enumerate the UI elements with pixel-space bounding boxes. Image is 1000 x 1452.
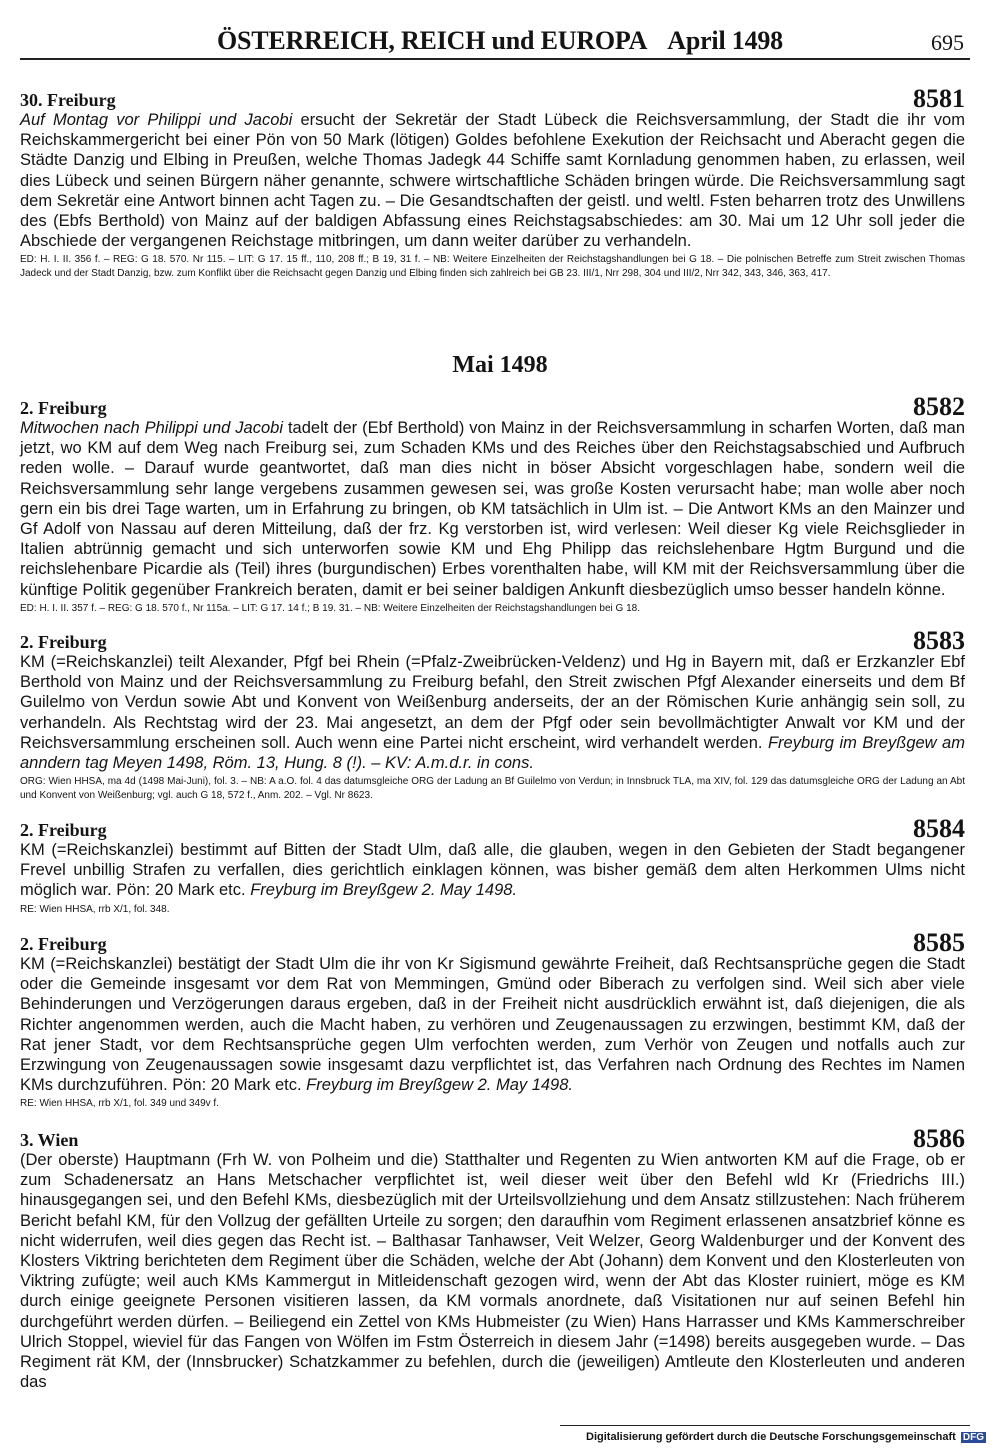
- running-header: [0, 26, 1000, 60]
- entry-place: 30. Freiburg: [20, 90, 116, 110]
- month-heading: Mai 1498: [452, 352, 548, 378]
- entry-text: tadelt der (Ebf Berthold) von Mainz in der Reichsversammlung in scharfen Worten, daß man jetzt, wo KM auf dem Weg nach Freiburg sei, zum Schaden KMs und des Reiches über den Reichstagsabschied und Aufbruch reden wolle. – Darauf wurde geantwortet, daß man dies nicht in böser Absicht vorgeschlagen habe, sondern weil die Reichsversammlung sehr lange vergebens zusammen gewesen sei, was große Kosten verursacht habe; man wolle aber noch gern ein bis drei Tage warten, um in Erfahrung zu bringen, ob KM tatsächlich in Ulm ist. – Die Antwort KMs an den Mainzer und Gf Adolf von Nassau auf deren Mitteilung, daß der frz. Kg verstorben ist, wird verlesen: Weil dieser Kg viele Reichsglieder in Italien abtrünnig gemacht und sich unterworfen sowie KM und Ehg Philipp das reichslehenbare Hgtm Burgund und die reichslehenbare Picardie als (Teil) ihres (burgundischen) Erbes vorenthalten habe, will KM mit der Reichsversammlung über die künftige Politik gegenüber Frankreich beraten, damit er bei seiner baldigen Ankunft diesbezüglich umso besser handeln könne.: [20, 419, 966, 599]
- entry-place: 2. Freiburg: [20, 820, 107, 840]
- entry-text: KM (=Reichskanzlei) bestimmt auf Bitten der Stadt Ulm, daß alle, die glauben, wegen in den Gebieten der Stadt begangener Frevel unbillig Strafen zu verfallen, dies gerichtlich einklagen können, was bisher gemäß dem alten Herkommen Ulms nicht möglich war. Pön: 20 Mark etc.: [20, 841, 965, 900]
- entry-dating: Freyburg im Breyßgew 2. May 1498.: [250, 881, 518, 900]
- entry-body: [20, 954, 965, 1095]
- entry-body: [20, 652, 965, 773]
- entry-place: 3. Wien: [20, 1130, 79, 1150]
- regest-entry-8581: [20, 86, 965, 280]
- entry-dating: Freyburg im Breyßgew am anndern tag Meyen 1498, Röm. 13, Hung. 8 (!). – KV: A.m.d.r. in cons.: [20, 733, 965, 773]
- entry-number: 8584: [913, 814, 965, 843]
- header-title-line: [0, 26, 1000, 56]
- entry-place: 2. Freiburg: [20, 632, 107, 652]
- header-rule: [20, 58, 970, 60]
- entry-head: [20, 392, 965, 421]
- entry-edition-note: RE: Wien HHSA, rrb X/1, fol. 348.: [20, 903, 170, 915]
- entry-number: 8582: [913, 392, 965, 421]
- regest-entry-8583: [20, 628, 965, 802]
- header-date: April 1498: [667, 26, 783, 55]
- entry-place: 2. Freiburg: [20, 398, 107, 418]
- funding-footer: [586, 1431, 986, 1443]
- entry-edition-note: ED: H. I. II. 357 f. – REG: G 18. 570 f., Nr 115a. – LIT: G 17. 14 f.; B 19. 31. – NB: Weitere Einzelheiten der Reichstagshandlungen bei G 18.: [20, 602, 640, 614]
- entry-number: 8583: [913, 626, 965, 655]
- regest-entry-8582: [20, 394, 965, 615]
- entry-place: 2. Freiburg: [20, 934, 107, 954]
- entry-head: [20, 626, 965, 655]
- entry-body: [20, 110, 965, 251]
- entry-edition-note: ORG: Wien HHSA, ma 4d (1498 Mai-Juni), fol. 3. – NB: A a.O. fol. 4 das datumsgleiche ORG der Ladung an Bf Guilelmo von Verdun; in Innsbruck TLA, ma XIV, fol. 129 das datumsgleiche ORG der Ladung an Abt und Konvent von Weißenburg; vgl. auch G 18, 572 f., Anm. 202. – Vgl. Nr 8623.: [20, 776, 965, 801]
- dfg-logo: DFG: [962, 1432, 984, 1443]
- header-title: ÖSTERREICH, REICH und EUROPA: [217, 26, 648, 55]
- entry-number: 8586: [913, 1124, 965, 1153]
- entry-text: KM (=Reichskanzlei) bestätigt der Stadt Ulm die ihr von Kr Sigismund gewährte Freiheit, daß Rechtsansprüche gegen die Stadt oder die Gemeinde insgesamt vor dem Rat von Memmingen, Gmünd oder Biberach zu verfolgen sind. Weil sich aber viele Behinderungen und Verzögerungen daraus ergeben, daß in der Freiheit nicht ausdrücklich erwähnt ist, daß diejenigen, die als Richter angenommen werden, auch die Macht haben, zu verhören und Zeugenaussagen zu erzwingen, bestimmt KM, daß der Rat jener Stadt, vor dem Rechtsansprüche gegen Ulm verfochten werden, zum Verhör von Zeugen und notfalls auch zur Erzwingung von Zeugenaussagen sowie insgesamt dazu verpflichtet ist, das Verfahren nach Ordnung des Rechtes im Namen KMs durchzuführen. Pön: 20 Mark etc.: [20, 955, 965, 1095]
- entry-lead: Auf Montag vor Philippi und Jacobi: [20, 111, 293, 129]
- entry-text: (Der oberste) Hauptmann (Frh W. von Polheim und die) Statthalter und Regenten zu Wien antworten KM auf die Frage, ob er zum Schadenersatz an Hans Metschacher verpflichtet ist, weil dieser weit über den Befehl wld Kr (Friedrichs III.) hinausgegangen sei, und den Befehl KMs, diesbezüglich mit der Urteilsvollziehung und dem Ansatz stillzustehen: Nach früherem Bericht befahl KM, für den Vollzug der gefällten Urteile zu sorgen; den daraufhin vom Regiment erlassenen ansatzbrief könne es nicht widerrufen, weil dies gegen das Recht ist. – Balthasar Tanhawser, Veit Welzer, Georg Waldenburger und der Konvent des Klosters Viktring berichteten dem Regiment über die Schäden, welche der Abt (Johann) dem Konvent und den Klosterleuten von Viktring zufügte; weil auch KMs Kammergut in Mitleidenschaft gezogen wird, wenn der Abt das Kloster ruiniert, möge es KM durch einige geeignete Personen visitieren lassen, da KM vormals anordnete, daß Visitationen nur auf seinen Befehl hin durchgeführt werden dürfen. – Beiliegend ein Zettel von KMs Hubmeister (zu Wien) Hans Harrasser und KMs Kammerschreiber Ulrich Stoppel, wieviel für das Fangen von Wölfen im Fstm Österreich in diesem Jahr (=1498) bereits ausgegeben wurde. – Das Regiment rät KM, der (Innsbrucker) Schatzkammer zu befehlen, durch die (jeweiligen) Amtleute den Klosterleuten und anderen das: [20, 1151, 965, 1392]
- entry-body: [20, 1150, 965, 1392]
- footer-rule: [560, 1425, 970, 1426]
- entry-body: [20, 840, 965, 901]
- entry-text: KM (=Reichskanzlei) teilt Alexander, Pfgf bei Rhein (=Pfalz-Zweibrücken-Veldenz) und Hg in Bayern mit, daß er Erzkanzler Ebf Berthold von Mainz und der Reichsversammlung zu Freiburg befahl, den Streit zwischen Pfgf Alexander einerseits und dem Bf Guilelmo von Verdun sowie Abt und Konvent von Weißenburg anderseits, der an der Römischen Kurie anhängig sein soll, zu verhandeln. Als Rechtstag wird der 23. Mai angesetzt, an dem der Pfgf oder sein bevollmächtigter Anwalt vor KM und der Reichsversammlung erscheinen soll. Auch wenn eine Partei nicht erscheint, wird verhandelt werden.: [20, 653, 965, 752]
- entry-number: 8585: [913, 928, 965, 957]
- entry-text: ersucht der Sekretär der Stadt Lübeck die Reichsversammlung, der Stadt die ihr vom Reichskammergericht bei einer Pön von 50 Mark (lötigen) Goldes befohlene Exekution der Reichsacht und Aberacht gegen die Städte Danzig und Elbing in Preußen, welche Thomas Jadegk 44 Schiffe samt Kornladung genommen haben, zu erlassen, weil dies Lübeck und seinen Bürgern näher genannte, schwere wirtschaftliche Schäden bringen würde. Die Reichsversammlung sagt dem Sekretär eine Antwort binnen acht Tagen zu. – Die Gesandtschaften der geistl. und weltl. Fsten beharren trotz des Unwillens des (Ebfs Berthold) von Mainz auf der baldigen Abfassung eines Reichstagsabschiedes: am 30. Mai um 12 Uhr soll jeder die Abschiede der vergangenen Reichstage mitbringen, um dann weiter darüber zu verhandeln.: [20, 111, 965, 251]
- entry-edition-note: ED: H. I. II. 356 f. – REG: G 18. 570. Nr 115. – LIT: G 17. 15 ff., 110, 208 ff.; B 19, 31 f. – NB: Weitere Einzelheiten der Reichstagshandlungen bei G 18. – Die polnischen Betreffe zum Streit zwischen Thomas Jadeck und der Stadt Danzig, bzw. zum Konflikt über die Reichsacht gegen Danzig und Elbing finden sich zahlreich bei GB 23. III/1, Nrr 298, 304 und III/2, Nrr 342, 343, 346, 363, 417.: [20, 254, 965, 279]
- regest-entry-8585: [20, 930, 965, 1111]
- entry-head: [20, 928, 965, 957]
- regest-entry-8584: [20, 816, 965, 916]
- entry-dating: Freyburg im Breyßgew 2. May 1498.: [306, 1076, 573, 1095]
- entry-head: [20, 814, 965, 843]
- page-number: 695: [931, 30, 964, 55]
- entry-edition-note: RE: Wien HHSA, rrb X/1, fol. 349 und 349v f.: [20, 1098, 219, 1110]
- regest-entry-8586: [20, 1126, 965, 1392]
- entry-number: 8581: [913, 84, 965, 113]
- funding-text: Digitalisierung gefördert durch die Deutsche Forschungsgemeinschaft: [586, 1431, 956, 1443]
- entry-body: [20, 418, 965, 600]
- entry-head: [20, 84, 965, 113]
- entry-lead: Mitwochen nach Philippi und Jacobi: [20, 419, 283, 437]
- entry-head: [20, 1124, 965, 1153]
